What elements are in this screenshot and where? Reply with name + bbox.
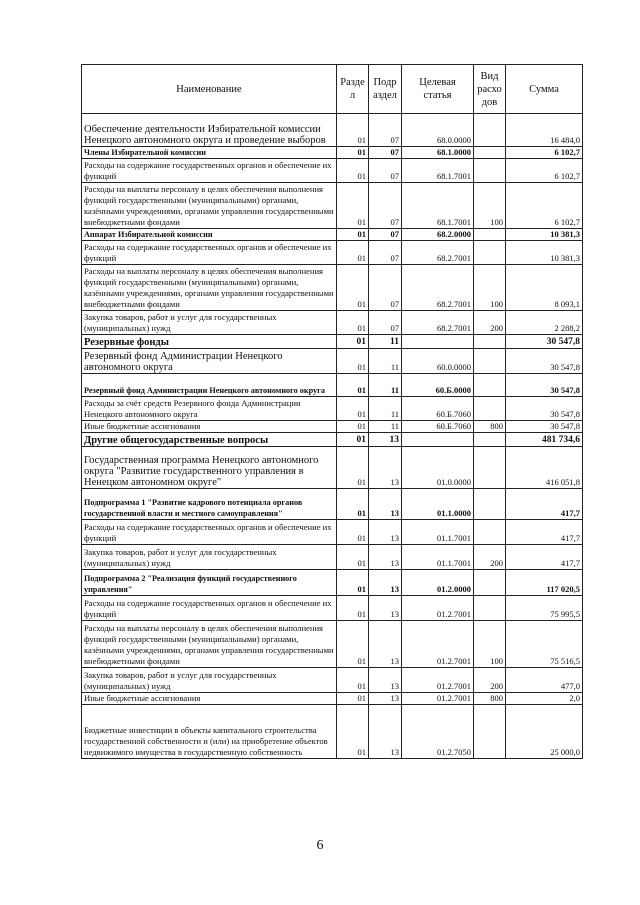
- row-section: 01: [337, 621, 369, 668]
- row-expense-type: [474, 447, 506, 489]
- row-sum: 30 547,8: [506, 397, 583, 421]
- row-expense-type: [474, 241, 506, 265]
- row-section: 01: [337, 545, 369, 570]
- row-sum: 30 547,8: [506, 349, 583, 374]
- row-section: 01: [337, 311, 369, 335]
- row-subsection: 07: [369, 311, 402, 335]
- row-target: 60.Б.0000: [402, 374, 474, 397]
- row-expense-type: [474, 489, 506, 520]
- row-sum: 417,7: [506, 520, 583, 545]
- table-row: [82, 596, 583, 621]
- row-sum: 417,7: [506, 489, 583, 520]
- row-expense-type: 200: [474, 668, 506, 693]
- row-target: 60.Б.7060: [402, 421, 474, 433]
- header-subsection: Подр аздел: [369, 65, 402, 114]
- table-row: [82, 183, 583, 229]
- table-row: [82, 668, 583, 693]
- table-row: [82, 447, 583, 489]
- row-name: Расходы на выплаты персоналу в целях обеспечения выполнения функций государственными (муниципальными) органами, казёнными учреждениями, органами управления государственными внебюджетными фондами: [82, 621, 337, 668]
- row-expense-type: 200: [474, 545, 506, 570]
- row-expense-type: [474, 335, 506, 349]
- row-subsection: 11: [369, 397, 402, 421]
- row-subsection: 07: [369, 147, 402, 159]
- table-row: [82, 520, 583, 545]
- table-row: [82, 397, 583, 421]
- table-row: [82, 241, 583, 265]
- row-name: Другие общегосударственные вопросы: [82, 433, 337, 447]
- table-row: [82, 349, 583, 374]
- table-row: [82, 265, 583, 311]
- header-target: Целевая статья: [402, 65, 474, 114]
- row-subsection: 13: [369, 447, 402, 489]
- row-section: 01: [337, 693, 369, 705]
- row-section: 01: [337, 668, 369, 693]
- row-sum: 2 288,2: [506, 311, 583, 335]
- header-sum: Сумма: [506, 65, 583, 114]
- row-subsection: 07: [369, 241, 402, 265]
- row-section: 01: [337, 570, 369, 596]
- row-name: Резервный фонд Администрации Ненецкого автономного округа: [82, 374, 337, 397]
- row-section: 01: [337, 265, 369, 311]
- row-subsection: 13: [369, 705, 402, 759]
- row-target: 68.0.0000: [402, 114, 474, 147]
- row-subsection: 07: [369, 183, 402, 229]
- row-expense-type: [474, 159, 506, 183]
- row-target: [402, 433, 474, 447]
- row-name: Расходы на содержание государственных органов и обеспечение их функций: [82, 520, 337, 545]
- row-subsection: 11: [369, 421, 402, 433]
- row-name: Расходы на выплаты персоналу в целях обеспечения выполнения функций государственными (муниципальными) органами, казёнными учреждениями, органами управления государственными внебюджетными фондами: [82, 265, 337, 311]
- row-sum: 10 381,3: [506, 241, 583, 265]
- row-name: Аппарат Избирательной комиссии: [82, 229, 337, 241]
- row-subsection: 11: [369, 335, 402, 349]
- row-name: Бюджетные инвестиции в объекты капитального строительства государственной собственности и (или) на приобретение объектов недвижимого имущества в государственную собственность: [82, 705, 337, 759]
- row-name: Расходы на содержание государственных органов и обеспечение их функций: [82, 159, 337, 183]
- row-name: Закупка товаров, работ и услуг для государственных (муниципальных) нужд: [82, 668, 337, 693]
- row-target: 68.2.7001: [402, 241, 474, 265]
- table-row: [82, 693, 583, 705]
- row-target: 60.0.0000: [402, 349, 474, 374]
- row-section: 01: [337, 489, 369, 520]
- row-name: Обеспечение деятельности Избирательной комиссии Ненецкого автономного округа и проведение выборов: [82, 114, 337, 147]
- header-expense-type: Вид расхо дов: [474, 65, 506, 114]
- header-section: Разде л: [337, 65, 369, 114]
- row-sum: 75 516,5: [506, 621, 583, 668]
- row-name: Расходы на содержание государственных органов и обеспечение их функций: [82, 241, 337, 265]
- row-name: Государственная программа Ненецкого автономного округа "Развитие государственного управления в Ненецком автономном округе": [82, 447, 337, 489]
- row-subsection: 11: [369, 349, 402, 374]
- row-subsection: 07: [369, 265, 402, 311]
- row-expense-type: 800: [474, 421, 506, 433]
- row-section: 01: [337, 596, 369, 621]
- row-expense-type: 100: [474, 621, 506, 668]
- row-sum: 30 547,8: [506, 374, 583, 397]
- row-section: 01: [337, 397, 369, 421]
- row-target: 01.2.0000: [402, 570, 474, 596]
- row-section: 01: [337, 114, 369, 147]
- row-expense-type: [474, 397, 506, 421]
- row-section: 01: [337, 147, 369, 159]
- row-name: Резервный фонд Администрации Ненецкого автономного округа: [82, 349, 337, 374]
- table-row: [82, 705, 583, 759]
- row-expense-type: [474, 596, 506, 621]
- row-target: 68.2.7001: [402, 311, 474, 335]
- row-subsection: 13: [369, 570, 402, 596]
- row-target: 68.1.7001: [402, 183, 474, 229]
- row-sum: 75 995,5: [506, 596, 583, 621]
- row-name: Расходы за счёт средств Резервного фонда Администрации Ненецкого автономного округа: [82, 397, 337, 421]
- row-section: 01: [337, 229, 369, 241]
- row-sum: 8 093,1: [506, 265, 583, 311]
- row-name: Закупка товаров, работ и услуг для государственных (муниципальных) нужд: [82, 545, 337, 570]
- table-row: [82, 114, 583, 147]
- row-section: 01: [337, 241, 369, 265]
- row-sum: 417,7: [506, 545, 583, 570]
- row-expense-type: [474, 705, 506, 759]
- row-expense-type: 800: [474, 693, 506, 705]
- row-target: 01.1.7001: [402, 520, 474, 545]
- row-section: 01: [337, 447, 369, 489]
- row-name: Иные бюджетные ассигнования: [82, 693, 337, 705]
- table-row: [82, 229, 583, 241]
- row-subsection: 11: [369, 374, 402, 397]
- table-row: [82, 147, 583, 159]
- row-name: Подпрограмма 1 "Развитие кадрового потенциала органов государственной власти и местного самоуправления": [82, 489, 337, 520]
- row-section: 01: [337, 421, 369, 433]
- row-name: Подпрограмма 2 "Реализация функций государственного управления": [82, 570, 337, 596]
- row-name: Расходы на содержание государственных органов и обеспечение их функций: [82, 596, 337, 621]
- row-sum: 117 020,5: [506, 570, 583, 596]
- table-row: [82, 335, 583, 349]
- row-sum: 477,0: [506, 668, 583, 693]
- row-target: 68.2.0000: [402, 229, 474, 241]
- row-expense-type: [474, 229, 506, 241]
- table-row: [82, 433, 583, 447]
- page-number: 6: [316, 838, 324, 853]
- table-row: [82, 311, 583, 335]
- table-row: [82, 374, 583, 397]
- table-row: [82, 545, 583, 570]
- row-sum: 10 381,3: [506, 229, 583, 241]
- row-subsection: 13: [369, 621, 402, 668]
- row-expense-type: [474, 374, 506, 397]
- row-subsection: 13: [369, 596, 402, 621]
- row-expense-type: 100: [474, 183, 506, 229]
- table-row: [82, 421, 583, 433]
- row-sum: 481 734,6: [506, 433, 583, 447]
- row-expense-type: [474, 520, 506, 545]
- row-sum: 2,0: [506, 693, 583, 705]
- row-section: 01: [337, 183, 369, 229]
- row-section: 01: [337, 433, 369, 447]
- row-section: 01: [337, 520, 369, 545]
- row-expense-type: [474, 114, 506, 147]
- row-sum: 6 102,7: [506, 147, 583, 159]
- row-subsection: 13: [369, 693, 402, 705]
- row-target: 01.1.7001: [402, 545, 474, 570]
- row-sum: 30 547,8: [506, 421, 583, 433]
- row-subsection: 13: [369, 668, 402, 693]
- row-section: 01: [337, 705, 369, 759]
- row-expense-type: [474, 349, 506, 374]
- header-name: Наименование: [82, 65, 337, 114]
- row-target: [402, 335, 474, 349]
- row-name: Расходы на выплаты персоналу в целях обеспечения выполнения функций государственными (муниципальными) органами, казёнными учреждениями, органами управления государственными внебюджетными фондами: [82, 183, 337, 229]
- table-row: [82, 159, 583, 183]
- row-name: Иные бюджетные ассигнования: [82, 421, 337, 433]
- row-sum: 416 051,8: [506, 447, 583, 489]
- row-target: 01.2.7001: [402, 621, 474, 668]
- row-name: Закупка товаров, работ и услуг для государственных (муниципальных) нужд: [82, 311, 337, 335]
- row-subsection: 07: [369, 159, 402, 183]
- row-name: Члены Избирательной комиссии: [82, 147, 337, 159]
- row-subsection: 13: [369, 433, 402, 447]
- table-row: [82, 489, 583, 520]
- row-target: 01.0.0000: [402, 447, 474, 489]
- row-expense-type: 200: [474, 311, 506, 335]
- row-name: Резервные фонды: [82, 335, 337, 349]
- row-sum: 30 547,8: [506, 335, 583, 349]
- row-sum: 6 102,7: [506, 159, 583, 183]
- row-target: 01.2.7001: [402, 693, 474, 705]
- row-expense-type: [474, 570, 506, 596]
- row-expense-type: [474, 433, 506, 447]
- row-target: 60.Б.7060: [402, 397, 474, 421]
- row-expense-type: 100: [474, 265, 506, 311]
- row-subsection: 07: [369, 229, 402, 241]
- budget-table: [81, 64, 583, 759]
- row-target: 68.1.7001: [402, 159, 474, 183]
- row-sum: 6 102,7: [506, 183, 583, 229]
- row-target: 68.1.0000: [402, 147, 474, 159]
- row-sum: 25 000,0: [506, 705, 583, 759]
- row-target: 68.2.7001: [402, 265, 474, 311]
- row-section: 01: [337, 374, 369, 397]
- row-subsection: 07: [369, 114, 402, 147]
- table-row: [82, 621, 583, 668]
- row-target: 01.2.7001: [402, 668, 474, 693]
- row-expense-type: [474, 147, 506, 159]
- row-section: 01: [337, 159, 369, 183]
- row-section: 01: [337, 349, 369, 374]
- row-subsection: 13: [369, 489, 402, 520]
- row-sum: 16 484,0: [506, 114, 583, 147]
- row-section: 01: [337, 335, 369, 349]
- row-subsection: 13: [369, 545, 402, 570]
- row-target: 01.2.7001: [402, 596, 474, 621]
- row-target: 01.2.7050: [402, 705, 474, 759]
- row-target: 01.1.0000: [402, 489, 474, 520]
- table-header-row: [82, 65, 583, 114]
- row-subsection: 13: [369, 520, 402, 545]
- table-row: [82, 570, 583, 596]
